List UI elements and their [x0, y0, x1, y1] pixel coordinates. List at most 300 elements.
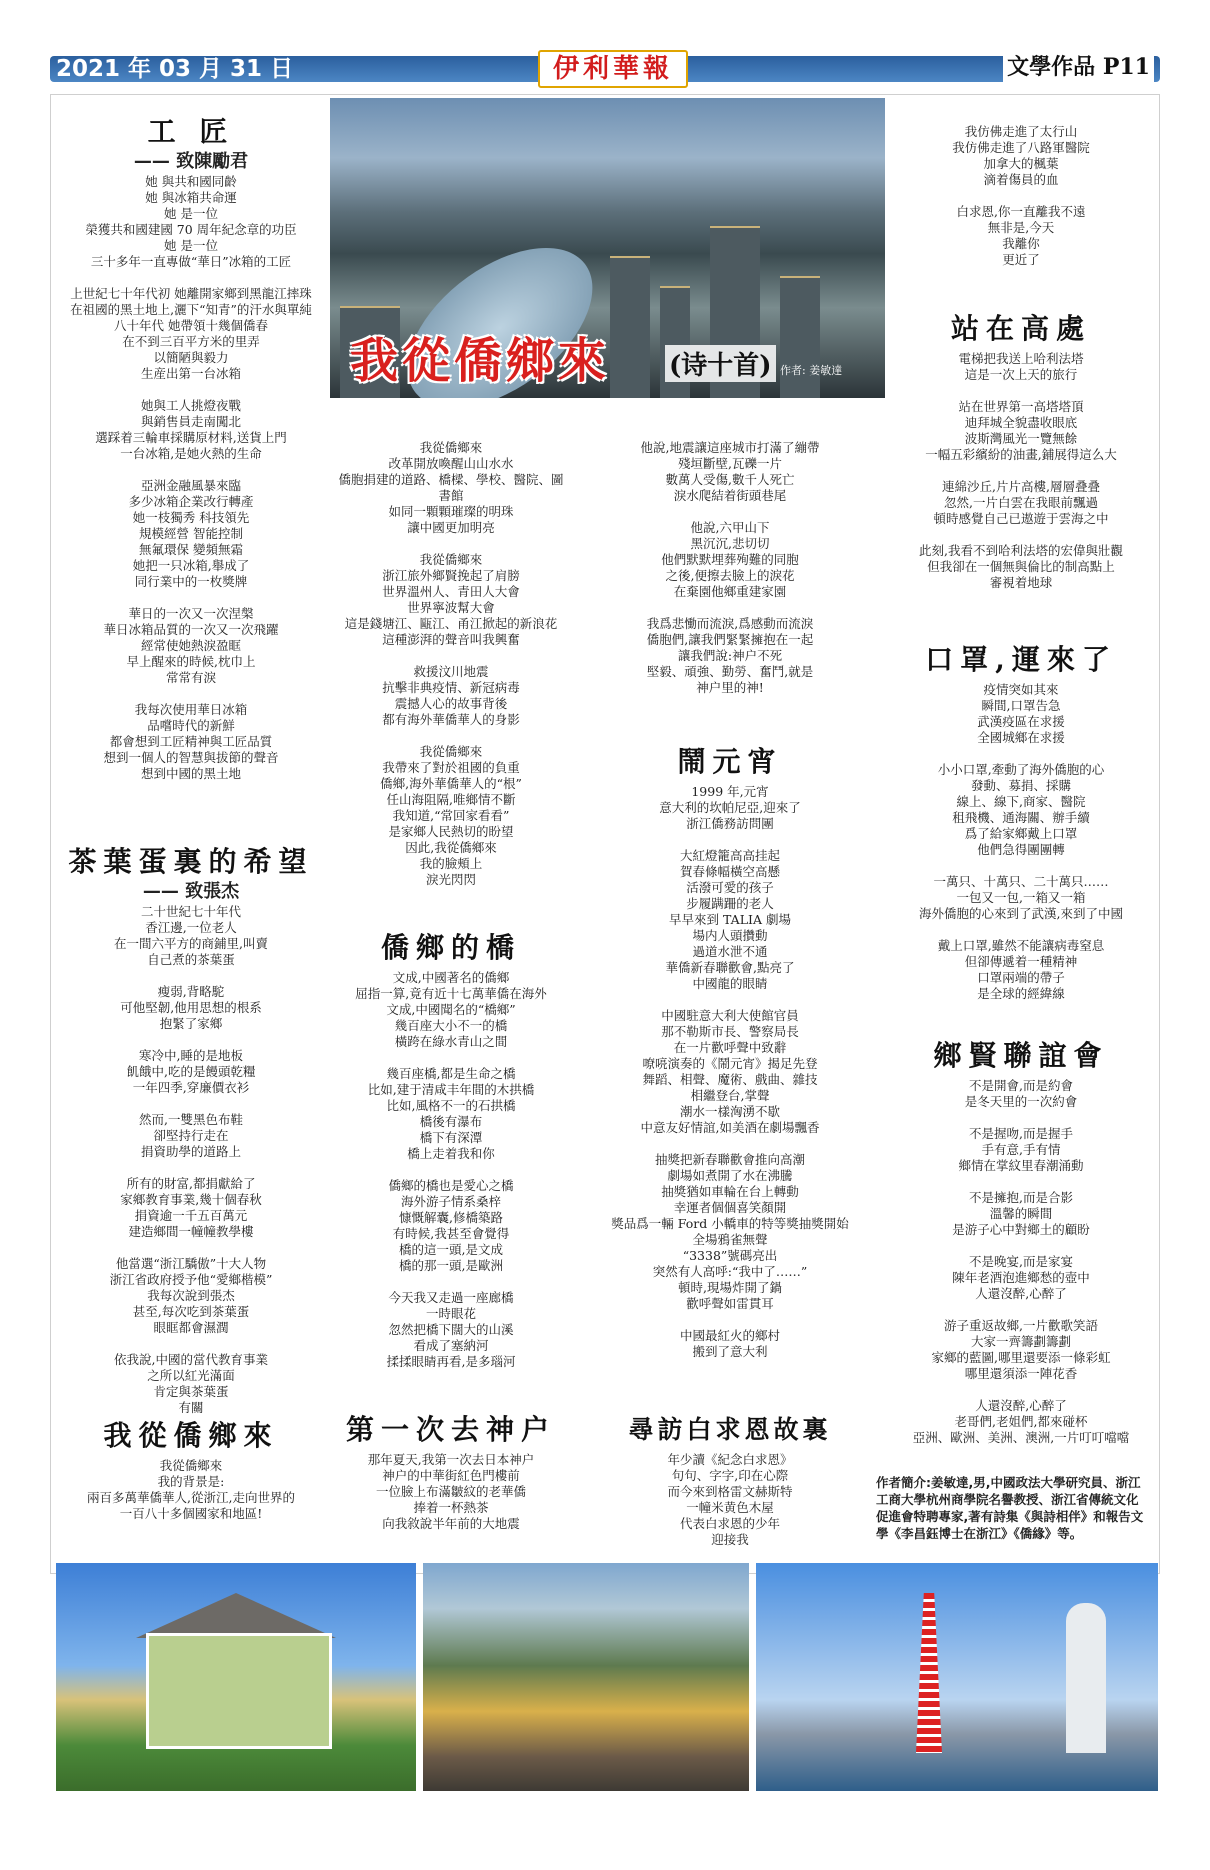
poem-line: 世界寧波幫大會 — [407, 600, 495, 615]
poem-body — [605, 440, 855, 696]
poem-dedication: —— 致張杰 — [142, 881, 240, 902]
poem-line: 瘦弱,背略駝 — [157, 984, 225, 999]
poem-line: 那不勒斯市長、警察局長 — [661, 1024, 799, 1039]
poem-line: 武漢疫區在求援 — [977, 714, 1065, 729]
poem-kouzhao — [890, 636, 1152, 1002]
poem-line: 與銷售員走南闖北 — [140, 414, 241, 429]
poem-line: 忽然,一片白雲在我眼前飄過 — [944, 495, 1098, 510]
poem-line: 在一片歡呼聲中致辭 — [673, 1040, 787, 1055]
poem-line: 年少讀《紀念白求恩》 — [667, 1452, 793, 1467]
poem-line: 上世紀七十年代初 她離開家鄉到黑龍江摔珠 — [70, 286, 312, 301]
poem-line: 慷慨解囊,修橋築路 — [399, 1210, 503, 1225]
poem-body — [605, 1452, 855, 1548]
poem-line: 加拿大的楓葉 — [983, 156, 1059, 171]
poem-line: 浙江旅外鄉賢挽起了肩膀 — [382, 568, 520, 583]
poem-line: 今天我又走過一座廊橋 — [388, 1290, 514, 1305]
poem-line: 那年夏天,我第一次去日本神户 — [367, 1452, 535, 1467]
poem-line: 頓時感覺自己已遨遊于雲海之中 — [933, 511, 1109, 526]
harbor-hotel — [1066, 1603, 1106, 1753]
poem-line: 口罩兩端的帶子 — [977, 970, 1065, 985]
poem-line: 讓我們說:神户不死 — [677, 648, 783, 663]
poem-line: 一幅五彩繽紛的油畫,鋪展得這么大 — [925, 447, 1117, 462]
stanza-gap — [56, 686, 326, 702]
poem-body — [336, 1452, 566, 1532]
stanza-gap — [605, 504, 855, 520]
poem-title: 工 匠 — [147, 115, 235, 148]
poem-line: 抽獎把新春聯歡會推向高潮 — [654, 1152, 805, 1167]
poem-line: 更近了 — [1002, 252, 1040, 267]
poem-line: 任山海阻隔,唯鄉情不斷 — [386, 792, 516, 807]
poem-line: 哪里還須添一陣花香 — [964, 1366, 1078, 1381]
poem-line: 句句、字字,印在心際 — [671, 1468, 789, 1483]
poem-line: 忽然把橋下闊大的山溪 — [388, 1322, 514, 1337]
poem-line: 海外僑胞的心來到了武漢,來到了中國 — [919, 906, 1123, 921]
poem-line: 規模經營 智能控制 — [139, 526, 243, 541]
poem-line: 肯定與茶葉蛋 — [153, 1384, 229, 1399]
poem-line: 線上、線下,商家、醫院 — [956, 794, 1086, 809]
poem-line: 中國最紅火的鄉村 — [679, 1328, 780, 1343]
poem-line: 我仿佛走進了八路軍醫院 — [952, 140, 1090, 155]
poem-title: 僑鄉的橋 — [380, 931, 521, 964]
poem-line: 都會想到工匠精神與工匠品質 — [109, 734, 273, 749]
poem-line: 審視着地球 — [989, 575, 1053, 590]
poem-baiqiuen-cont — [890, 124, 1152, 268]
poem-line: 全場鴉雀無聲 — [692, 1232, 768, 1247]
poem-line: 抱緊了家鄉 — [159, 1016, 223, 1031]
poem-body — [890, 682, 1152, 1002]
poem-line: 堅毅、頑強、勤勞、奮鬥,就是 — [646, 664, 814, 679]
mountain-village-photo — [423, 1563, 749, 1791]
stanza-gap — [605, 1312, 855, 1328]
poem-line: 不是擁抱,而是合影 — [969, 1190, 1073, 1205]
poem-line: 劇場如煮開了水在沸騰 — [667, 1168, 793, 1183]
poem-line: 一位臉上布滿皺紋的老華僑 — [375, 1484, 526, 1499]
poem-line: 甚至,每次吃到茶葉蛋 — [132, 1304, 250, 1319]
poem-line: 卻堅持行走在 — [153, 1128, 229, 1143]
poem-line: 亞洲金融風暴來臨 — [140, 478, 241, 493]
poem-dedication: —— 致陳勵君 — [133, 151, 249, 172]
house-shape — [146, 1633, 332, 1749]
stanza-gap — [890, 463, 1152, 479]
poem-line: 是全球的經緯線 — [977, 986, 1065, 1001]
banner-subtitle: (诗十首) — [665, 345, 776, 382]
stanza-gap — [56, 968, 326, 984]
poem-line: 想到一個人的智慧與拔節的聲音 — [103, 750, 279, 765]
poem-line: 淚水爬結着街頭巷尾 — [673, 488, 787, 503]
poem-woqiaoxiang — [56, 1412, 326, 1522]
poem-line: 幾百座大小不一的橋 — [394, 1018, 508, 1033]
house-roof — [136, 1593, 336, 1638]
poem-line: 一時眼花 — [425, 1306, 476, 1321]
poem-line: 文成,中國著名的僑鄉 — [392, 970, 510, 985]
stanza-gap — [56, 590, 326, 606]
poem-line: 華日冰箱品質的一次又一次飛躍 — [103, 622, 279, 637]
stanza-gap — [890, 527, 1152, 543]
poem-line: 兩百多萬華僑華人,從浙江,走向世界的 — [87, 1490, 295, 1505]
poem-title: 口罩,運來了 — [925, 643, 1117, 676]
poem-line: 橋下有深潭 — [419, 1130, 483, 1145]
poem-line: 他當選“浙江驕傲”十大人物 — [115, 1256, 267, 1271]
poem-line: 她 是一位 — [164, 206, 218, 221]
poem-line: 香江邊,一位老人 — [145, 920, 237, 935]
poem-line: 數萬人受傷,數千人死亡 — [665, 472, 795, 487]
stanza-gap — [890, 383, 1152, 399]
poem-line: 無氟環保 變頻無霜 — [139, 542, 243, 557]
poem-line: 她 與冰箱共命運 — [145, 190, 237, 205]
stanza-gap — [890, 1302, 1152, 1318]
poem-body — [56, 904, 326, 1416]
poem-line: 是家鄉人民熱切的盼望 — [388, 824, 514, 839]
poem-line: 黑沉沉,悲切切 — [690, 536, 770, 551]
author-bio: 作者簡介:姜敏達,男,中國政法大學研究員、浙江工商大學杭州商學院名譽教授、浙江省傳統文化促進會特聘專家,著有詩集《與詩相伴》和報告文學《李昌鈺博士在浙江》《僑緣》等。 — [876, 1475, 1144, 1541]
stanza-gap — [890, 188, 1152, 204]
poem-line: 我從僑鄉來 — [419, 552, 483, 567]
poem-line: 中意友好情誼,如美酒在劇場飄香 — [640, 1120, 820, 1135]
stanza-gap — [56, 1336, 326, 1352]
poem-line: 一幢米黄色木屋 — [686, 1500, 774, 1515]
poem-line: 救援汶川地震 — [413, 664, 489, 679]
poem-line: 飢餓中,吃的是饅頭乾糧 — [126, 1064, 256, 1079]
poem-line: 滴着傷員的血 — [983, 172, 1059, 187]
poem-woqiaoxiang-cont — [336, 440, 566, 888]
poem-line: 在一間六平方的商鋪里,叫賣 — [114, 936, 268, 951]
poem-body — [605, 784, 855, 1360]
stanza-gap — [890, 1110, 1152, 1126]
poem-line: 僑鄉的橋也是愛心之橋 — [388, 1178, 514, 1193]
poem-line: 常常有淚 — [165, 670, 216, 685]
poem-line: 向我敘說半年前的大地震 — [382, 1516, 520, 1531]
poem-gongjiang — [56, 108, 326, 782]
poem-line: 抗擊非典疫情、新冠病毒 — [382, 680, 520, 695]
poem-line: 突然有人高呼:“我中了……” — [652, 1264, 808, 1279]
poem-line: 寒冷中,睡的是地板 — [139, 1048, 243, 1063]
poem-line: 八十年代 她帶領十幾個僑春 — [114, 318, 268, 333]
stanza-gap — [890, 1382, 1152, 1398]
poem-line: 我每次說到張杰 — [147, 1288, 235, 1303]
poem-line: 捐資助學的道路上 — [140, 1144, 241, 1159]
stanza-gap — [605, 832, 855, 848]
stanza-gap — [336, 648, 566, 664]
poem-line: 捐資逾一千五百萬元 — [134, 1208, 248, 1223]
poem-line: 讓中國更加明亮 — [407, 520, 495, 535]
poem-line: 他們急得團團轉 — [977, 842, 1065, 857]
poem-line: 在不到三百平方米的里弄 — [122, 334, 260, 349]
poem-line: 都有海外華僑華人的身影 — [382, 712, 520, 727]
stanza-gap — [56, 1240, 326, 1256]
poem-chaye — [56, 838, 326, 1416]
poem-line: 中國駐意大利大使館官員 — [661, 1008, 799, 1023]
stanza-gap — [56, 382, 326, 398]
banner-author: 作者: 姜敏達 — [780, 364, 843, 377]
poem-line: 我從僑鄉來 — [419, 440, 483, 455]
poem-line: 一百八十多個國家和地區! — [119, 1506, 263, 1521]
poem-title: 尋訪白求恩故裏 — [628, 1415, 832, 1444]
poem-line: 爲了給家鄉戴上口罩 — [964, 826, 1078, 841]
poem-line: 早早來到 TALIA 劇場 — [669, 912, 791, 927]
poem-line: 在棄園他鄉重建家園 — [673, 584, 787, 599]
poem-line: 相繼登台,掌聲 — [690, 1088, 770, 1103]
poem-naoyuanxiao — [605, 738, 855, 1360]
house-photo — [56, 1563, 416, 1791]
poem-line: 她 與共和國同齡 — [145, 174, 237, 189]
stanza-gap — [890, 1238, 1152, 1254]
poem-line: 鄉情在掌紋里春潮涌動 — [958, 1158, 1084, 1173]
poem-title: 第一次去神户 — [345, 1413, 556, 1446]
poem-line: 我從僑鄉來 — [159, 1458, 223, 1473]
poem-line: 舞蹈、相聲、魔術、戲曲、雜技 — [642, 1072, 818, 1087]
poem-line: 淚光閃閃 — [425, 872, 476, 887]
poem-title: 我從僑鄉來 — [103, 1419, 279, 1452]
poem-line: 全國城鄉在求援 — [977, 730, 1065, 745]
poem-line: 但我卻在一個無與倫比的制高點上 — [927, 559, 1115, 574]
stanza-gap — [336, 1162, 566, 1178]
poem-line: 文成,中國聞名的“橋鄉” — [386, 1002, 516, 1017]
poem-line: 但卻傳遞着一種精神 — [964, 954, 1078, 969]
stanza-gap — [890, 922, 1152, 938]
poem-line: 三十多年一直專做“華日”冰箱的工匠 — [90, 254, 292, 269]
poem-line: 我離你 — [1002, 236, 1040, 251]
poem-line: 不是開會,而是約會 — [969, 1078, 1073, 1093]
poem-line: 僑胞捐建的道路、橋樑、學校、醫院、圖書館 — [338, 472, 564, 503]
poem-line: 她一枝獨秀 科技領先 — [132, 510, 250, 525]
poem-line: 瞬間,口罩告急 — [981, 698, 1061, 713]
poem-title: 鬧元宵 — [677, 745, 783, 778]
poem-line: 橋後有瀑布 — [419, 1114, 483, 1129]
poem-line: 一年四季,穿廉價衣衫 — [132, 1080, 250, 1095]
poem-line: 之所以紅光滿面 — [147, 1368, 235, 1383]
poem-line: 他們默默埋葬殉難的同胞 — [661, 552, 799, 567]
poem-line: 家鄉的藍圖,哪里還要添一條彩虹 — [931, 1350, 1111, 1365]
poem-line: 是冬天里的一次約會 — [964, 1094, 1078, 1109]
poem-line: 不是晚宴,而是家宴 — [969, 1254, 1073, 1269]
poem-line: 可他堅韌,他用思想的根系 — [120, 1000, 262, 1015]
stanza-gap — [605, 1136, 855, 1152]
poem-line: 中國龍的眼睛 — [692, 976, 768, 991]
poem-line: 步履蹒跚的老人 — [686, 896, 774, 911]
poem-line: 僑鄉,海外華僑華人的“根” — [380, 776, 522, 791]
poem-line: 這種澎湃的聲音叫我興奮 — [382, 632, 520, 647]
poem-line: 品嚐時代的新鮮 — [147, 718, 235, 733]
poem-line: 幸運者個個喜笑顏開 — [673, 1200, 787, 1215]
stanza-gap — [56, 462, 326, 478]
stanza-gap — [336, 536, 566, 552]
poem-line: 海外游子情系桑梓 — [400, 1194, 501, 1209]
poem-line: 因此,我從僑鄉來 — [405, 840, 497, 855]
poem-line: 是游子心中對鄉土的顧盼 — [952, 1222, 1090, 1237]
stanza-gap — [336, 1050, 566, 1066]
poem-line: 這是錢塘江、甌江、甬江掀起的新浪花 — [344, 616, 558, 631]
poem-shenhu-cont — [605, 440, 855, 696]
poem-line: 橋的那一頭,是歐洲 — [399, 1258, 503, 1273]
poem-line: 屈指一算,竟有近十七萬華僑在海外 — [355, 986, 547, 1001]
poem-line: 世界溫州人、青田人大會 — [382, 584, 520, 599]
stanza-gap — [56, 1160, 326, 1176]
poem-line: 華日的一次又一次涅槃 — [128, 606, 254, 621]
poem-body — [890, 1078, 1152, 1446]
poem-line: 電梯把我送上哈利法塔 — [958, 351, 1084, 366]
poem-line: 大紅燈籠高高挂起 — [679, 848, 780, 863]
poem-line: 依我說,中國的當代教育事業 — [114, 1352, 268, 1367]
poem-line: 橫跨在綠水青山之間 — [394, 1034, 508, 1049]
stanza-gap — [890, 746, 1152, 762]
masthead: 伊利華報 — [538, 50, 688, 88]
poem-body — [336, 440, 566, 888]
poem-line: 她 是一位 — [164, 238, 218, 253]
poem-line: 殘垣斷壁,瓦礫一片 — [678, 456, 782, 471]
page-header — [50, 52, 1160, 86]
poem-line: 改革開放喚醒山山水水 — [388, 456, 514, 471]
stanza-gap — [336, 728, 566, 744]
poem-line: 頓時,現場炸開了鍋 — [678, 1280, 782, 1295]
poem-line: 他說,六甲山下 — [690, 520, 770, 535]
poem-line: 租飛機、通海關、辦手續 — [952, 810, 1090, 825]
poem-line: 這是一次上天的旅行 — [964, 367, 1078, 382]
poem-line: 建造鄉間一幢幢教學樓 — [128, 1224, 254, 1239]
poem-baiqiuen — [605, 1406, 855, 1548]
poem-line: “3338”號碼亮出 — [682, 1248, 778, 1263]
section-label: 文學作品 P11 — [1003, 52, 1154, 82]
poem-line: 我帶來了對於祖國的負重 — [382, 760, 520, 775]
poem-line: 早上醒來的時候,枕巾上 — [126, 654, 256, 669]
poem-title: 茶葉蛋裏的希望 — [68, 845, 314, 878]
poem-line: 亞洲、歐洲、美洲、澳洲,一片叮叮噹噹 — [912, 1430, 1130, 1445]
poem-line: 迪拜城全貌盡收眼底 — [964, 415, 1078, 430]
poem-line: 自己煮的茶葉蛋 — [147, 952, 235, 967]
poem-shenhu — [336, 1406, 566, 1532]
poem-line: 搬到了意大利 — [692, 1344, 768, 1359]
poem-body — [890, 124, 1152, 268]
poem-line: 橋的這一頭,是文成 — [399, 1242, 503, 1257]
poem-line: 人還沒醉,心醉了 — [975, 1286, 1067, 1301]
poem-line: 一包又一包,一箱又一箱 — [956, 890, 1086, 905]
poem-line: 然而,一雙黑色布鞋 — [139, 1112, 243, 1127]
poem-line: 神户的中華街紅色門樓前 — [382, 1468, 520, 1483]
poem-line: 我知道,“常回家看看” — [392, 808, 510, 823]
poem-line: 多少冰箱企業改行轉產 — [128, 494, 254, 509]
poem-line: 我仿佛走進了太行山 — [964, 124, 1078, 139]
poem-line: 人還沒醉,心醉了 — [975, 1398, 1067, 1413]
stanza-gap — [605, 600, 855, 616]
poem-line: 浙江省政府授予他“愛鄉楷模” — [109, 1272, 273, 1287]
poem-line: 意大利的坎帕尼亞,迎來了 — [659, 800, 801, 815]
poem-body — [56, 174, 326, 782]
poem-line: 場内人頭攢動 — [692, 928, 768, 943]
poem-line: 連綿沙丘,片片高樓,層層叠叠 — [942, 479, 1100, 494]
poem-line: 迎接我 — [711, 1532, 749, 1547]
poem-line: 站在世界第一高塔塔頂 — [958, 399, 1084, 414]
poem-line: 一萬只、十萬只、二十萬只…… — [933, 874, 1109, 889]
poem-line: 過道水泄不通 — [692, 944, 768, 959]
poem-line: 華僑新春聯歡會,點亮了 — [665, 960, 795, 975]
poem-line: 二十世紀七十年代 — [140, 904, 241, 919]
poem-line: 不是握吻,而是握手 — [969, 1126, 1073, 1141]
poem-line: 生産出第一台冰箱 — [140, 366, 241, 381]
poem-line: 我的背景是: — [157, 1474, 225, 1489]
poem-line: 以簡陋與毅力 — [153, 350, 229, 365]
poem-line: 比如,風格不一的石拱橋 — [386, 1098, 516, 1113]
poem-line: 代表白求恩的少年 — [679, 1516, 780, 1531]
poem-line: 榮獲共和國建國 70 周年紀念章的功臣 — [85, 222, 297, 237]
poem-line: 僑胞們,讓我們緊緊擁抱在一起 — [646, 632, 814, 647]
poem-line: 歡呼聲如雷貫耳 — [686, 1296, 774, 1311]
poem-line: 她把一只冰箱,舉成了 — [132, 558, 250, 573]
poem-title: 站在高處 — [950, 312, 1091, 345]
poem-line: 活潑可愛的孩子 — [686, 880, 774, 895]
poem-line: 所有的財富,都捐獻給了 — [126, 1176, 256, 1191]
poem-line: 無非是,今天 — [987, 220, 1055, 235]
poem-line: 而今來到格雷文赫斯特 — [667, 1484, 793, 1499]
stanza-gap — [336, 1274, 566, 1290]
banner-title: 我從僑鄉來 — [350, 333, 611, 389]
poem-line: 我每次使用華日冰箱 — [134, 702, 248, 717]
poem-line: 白求恩,你一直離我不遠 — [956, 204, 1086, 219]
poem-line: 我的臉頰上 — [419, 856, 483, 871]
poem-line: 有時候,我甚至會覺得 — [392, 1226, 510, 1241]
poem-line: 如同一顆顆璀璨的明珠 — [388, 504, 514, 519]
poem-line: 溫馨的瞬間 — [989, 1206, 1053, 1221]
poem-line: 想到中國的黑土地 — [140, 766, 241, 781]
poem-line: 同行業中的一枚獎牌 — [134, 574, 248, 589]
issue-date: 2021 年 03 月 31 日 — [56, 56, 294, 82]
stanza-gap — [56, 1096, 326, 1112]
stanza-gap — [605, 992, 855, 1008]
poem-line: 我從僑鄉來 — [419, 744, 483, 759]
poem-line: 戴上口罩,雖然不能讓病毒窒息 — [937, 938, 1105, 953]
poem-line: 有關 — [178, 1400, 204, 1415]
poem-qiao — [336, 924, 566, 1370]
poem-line: 她與工人挑燈夜戰 — [140, 398, 241, 413]
poem-line: 選踩着三輪車採購原材料,送貨上門 — [95, 430, 287, 445]
poem-body — [336, 970, 566, 1370]
stanza-gap — [890, 1174, 1152, 1190]
poem-line: 眼眶都會濕潤 — [153, 1320, 229, 1335]
poem-line: 家鄉教育事業,幾十個春秋 — [120, 1192, 262, 1207]
poem-xiangxian — [890, 1032, 1152, 1446]
poem-line: 橋上走着我和你 — [407, 1146, 495, 1161]
building — [780, 276, 820, 398]
poem-line: 小小口罩,牽動了海外僑胞的心 — [937, 762, 1105, 777]
poem-line: 之後,便擦去臉上的淚花 — [665, 568, 795, 583]
poem-line: 捧着一杯熱茶 — [413, 1500, 489, 1515]
poem-line: 我爲悲慟而流淚,爲感動而流淚 — [646, 616, 814, 631]
poem-line: 賀春條幅橫空高懸 — [679, 864, 780, 879]
poem-line: 發動、募捐、採購 — [970, 778, 1071, 793]
building — [610, 256, 650, 398]
poem-line: 震撼人心的故事背後 — [394, 696, 508, 711]
poem-line: 看成了塞納河 — [413, 1338, 489, 1353]
port-tower — [916, 1593, 942, 1753]
poem-line: 揉揉眼睛再看,是多瑙河 — [386, 1354, 516, 1369]
kobe-harbor-photo — [756, 1563, 1158, 1791]
poem-line: 潮水一樣洶湧不歇 — [679, 1104, 780, 1119]
poem-line: 抽獎猶如車輪在台上轉動 — [661, 1184, 799, 1199]
poem-line: 神户里的神! — [696, 680, 764, 695]
poem-title: 鄉賢聯誼會 — [933, 1039, 1109, 1072]
poem-line: 大家一齊籌劃籌劃 — [970, 1334, 1071, 1349]
poem-gaochu — [890, 305, 1152, 591]
poem-line: 嘹喨演奏的《鬧元宵》揭足先登 — [642, 1056, 818, 1071]
poem-body — [890, 351, 1152, 591]
poem-body — [56, 1458, 326, 1522]
poem-line: 波斯灣風光一覽無餘 — [964, 431, 1078, 446]
poem-line: 在祖國的黑土地上,灑下“知青”的汗水與單純 — [70, 302, 312, 317]
poem-line: 浙江僑務訪問團 — [686, 816, 774, 831]
stanza-gap — [56, 1032, 326, 1048]
stanza-gap — [890, 858, 1152, 874]
poem-line: 此刻,我看不到哈利法塔的宏偉與壯觀 — [919, 543, 1123, 558]
poem-line: 一台冰箱,是她火熱的生命 — [120, 446, 262, 461]
poem-line: 經常使她熱淚盈眶 — [140, 638, 241, 653]
